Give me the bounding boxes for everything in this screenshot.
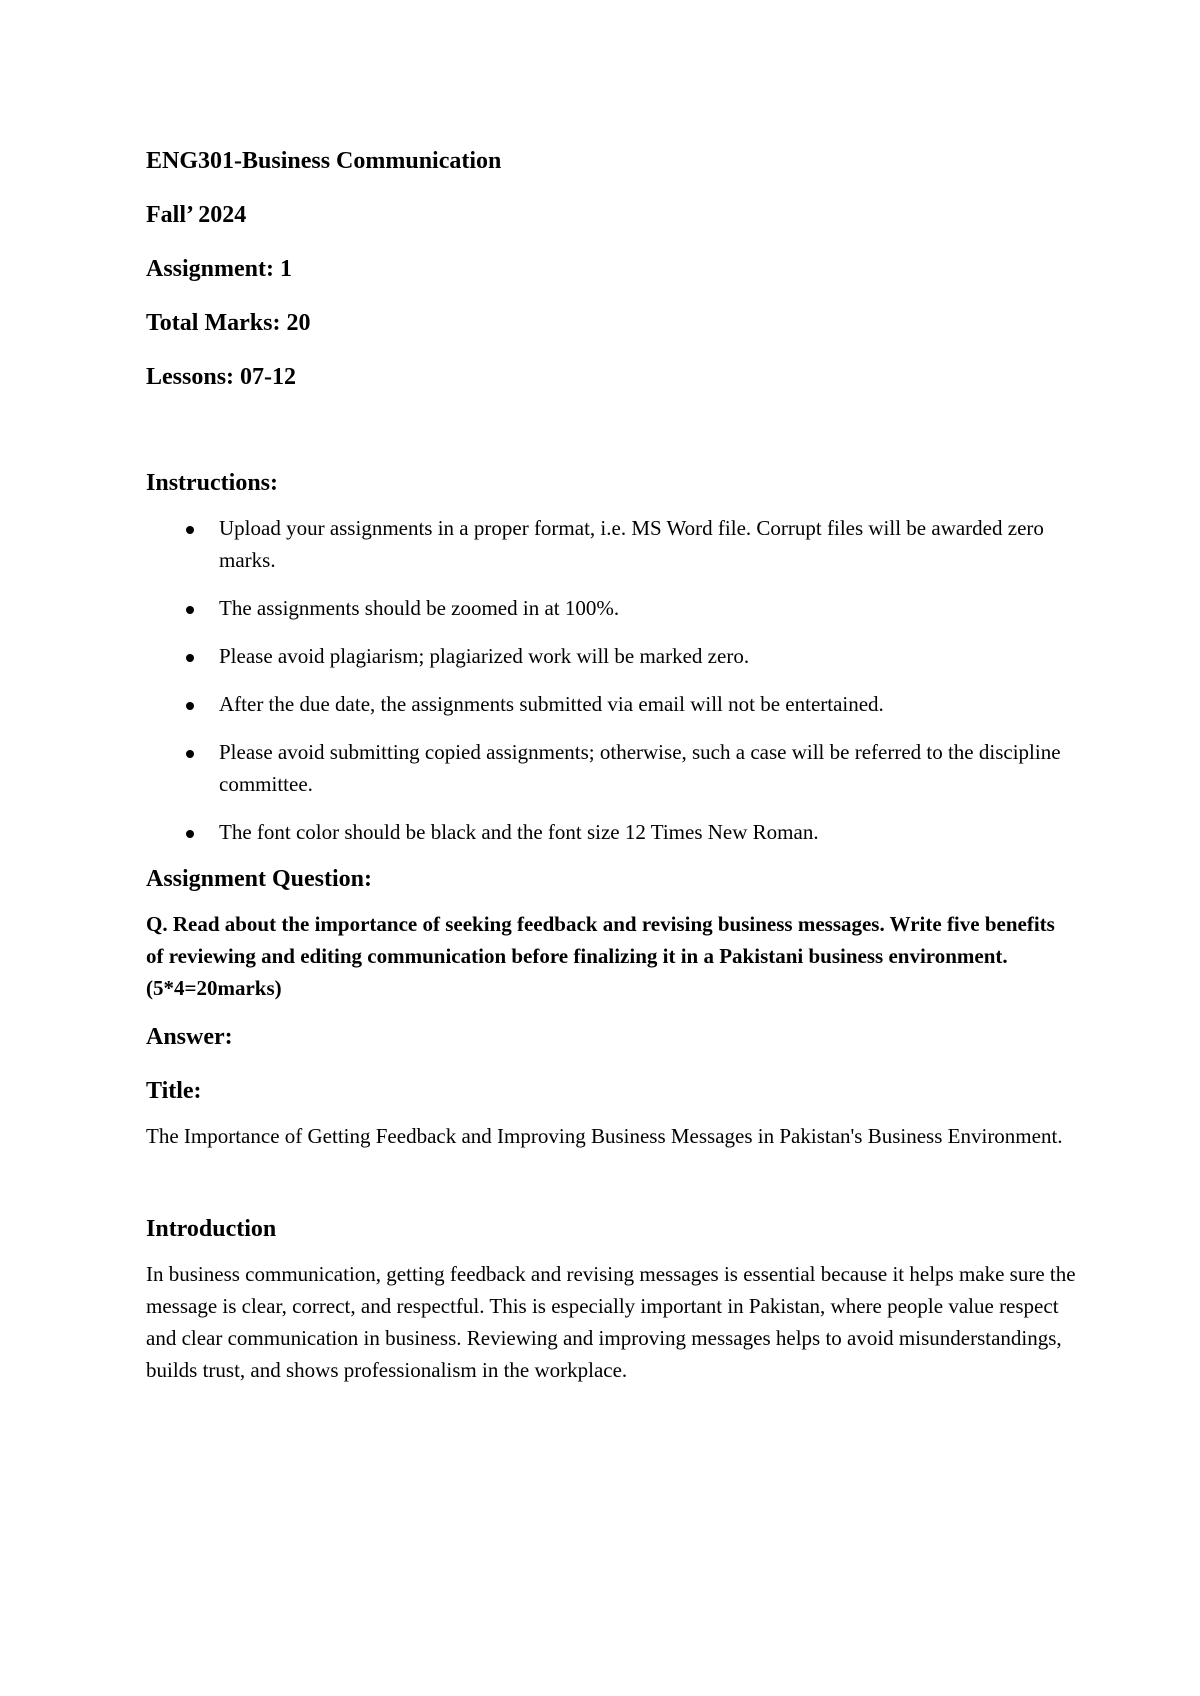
introduction-heading: Introduction [146,1216,277,1242]
lessons: Lessons: 07-12 [146,364,297,390]
instruction-text: Please avoid plagiarism; plagiarized work will be marked zero. [219,644,750,668]
assignment-number: Assignment: 1 [146,256,293,282]
introduction-text: In business communication, getting feedback and revising messages is essential because it helps make sure the message is clear, correct, and respectful. This is especially important in Pakistan, where people value respect and clear communication in business. Reviewing and improving messages helps to avoid misunderstandings, builds trust, and shows professionalism in the workplace. [146,1262,1076,1382]
list-item [146,640,1076,672]
instruction-text: The assignments should be zoomed in at 100%. [219,596,620,620]
assignment-question-heading: Assignment Question: [146,866,373,892]
list-item [146,688,1076,720]
instruction-text: After the due date, the assignments submitted via email will not be entertained. [219,692,884,716]
instruction-text: Please avoid submitting copied assignments; otherwise, such a case will be referred to the discipline committee. [219,740,1061,796]
bullet-icon [186,526,194,534]
title-heading: Title: [146,1078,202,1104]
total-marks: Total Marks: 20 [146,310,311,336]
semester: Fall’ 2024 [146,202,247,228]
bullet-icon [186,654,194,662]
question-text: Q. Read about the importance of seeking feedback and revising business messages. Write five benefits of reviewing and editing communication before finalizing it in a Pakistani business environment. (5*4=20marks) [146,912,1055,1000]
list-item [146,592,1076,624]
bullet-icon [186,606,194,614]
instruction-text: Upload your assignments in a proper format, i.e. MS Word file. Corrupt files will be awarded zero marks. [219,516,1044,572]
bullet-icon [186,702,194,710]
bullet-icon [186,830,194,838]
document-content [146,146,1076,1386]
instructions-list [146,512,1076,848]
header-block [146,146,1076,392]
list-item [146,816,1076,848]
instructions-heading: Instructions: [146,470,279,496]
list-item [146,736,1076,800]
course-title: ENG301-Business Communication [146,148,502,174]
instruction-text: The font color should be black and the font size 12 Times New Roman. [219,820,819,844]
bullet-icon [186,750,194,758]
answer-heading: Answer: [146,1024,233,1050]
list-item [146,512,1076,576]
title-text: The Importance of Getting Feedback and Improving Business Messages in Pakistan's Business Environment. [146,1124,1063,1148]
